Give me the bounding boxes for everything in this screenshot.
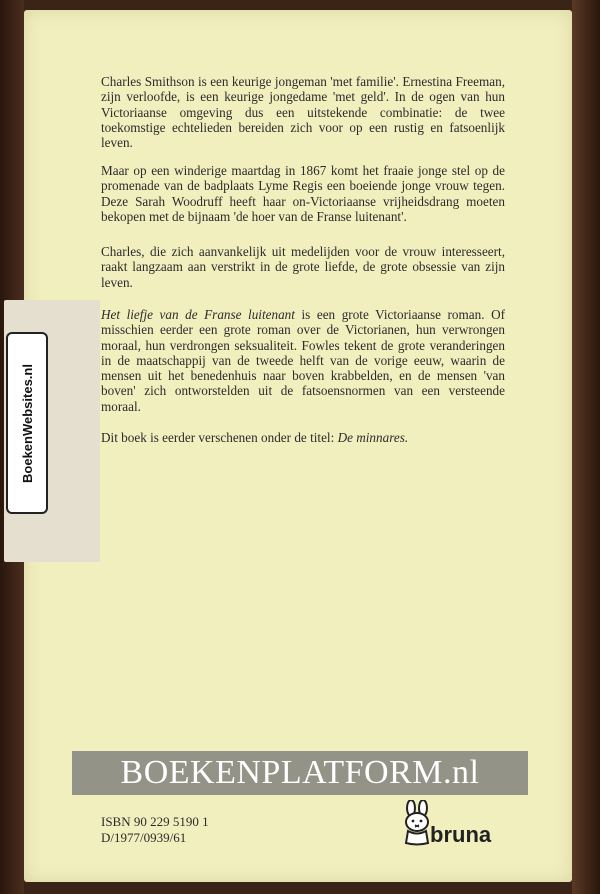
blurb-paragraph-3: Charles, die zich aanvankelijk uit medelijden voor de vrouw interesseert, raakt langzaam aan verstrikt in de grote liefde, de grote obsessie van zijn leven. [101,244,505,290]
blurb-paragraph-2: Maar op een winderige maartdag in 1867 komt het fraaie jonge stel op de promenade van de badplaats Lyme Regis een boeiende jonge vrouw tegen. Deze Sarah Woodruff heeft haar on-Victoriaanse vrijheidsdrang moeten bekopen met de bijnaam 'de hoer van de Franse luitenant'. [101,163,505,224]
earlier-title: De minnares. [337,430,409,445]
blurb-paragraph-4-text: is een grote Victoriaanse roman. Of misschien eerder een grote roman over de Victorianen, hun verwrongen moraal, hun verdrongen seksualiteit. Fowles tekent de grote veranderingen in de maatschappij van de tweede helft van de vorige eeuw, waarin de mensen uit het benedenhuis naar boven krabbelden, en de mensen 'van boven' zich ontworstelden uit de fatsoensnormen van een versteende moraal. [101,307,505,414]
watermark-text: BOEKENPLATFORM.nl [120,754,480,791]
book-title-italic: Het liefje van de Franse luitenant [101,307,295,322]
blurb-paragraph-5 [101,430,505,445]
earlier-title-note: Dit boek is eerder verschenen onder de titel: [101,430,338,445]
book-edge-right [572,0,600,894]
watermark-banner [72,751,528,795]
blurb-paragraph-4 [101,307,505,414]
blurb-paragraph-1: Charles Smithson is een keurige jongeman 'met familie'. Ernestina Freeman, zijn verloofde, is een keurige jongedame 'met geld'. In de ogen van hun Victoriaanse omgeving dus een uitstekende combinatie: de twee toekomstige echtelieden bereiden zich voor op een rustig en fatsoenlijk leven. [101,74,505,151]
website-sticker [6,332,48,514]
isbn-block [101,814,209,846]
depot-number: D/1977/0939/61 [101,830,187,845]
sticker-label: BoekenWebsites.nl [19,363,35,483]
publisher-logo [398,800,508,850]
isbn-number: ISBN 90 229 5190 1 [101,814,209,829]
publisher-name: bruna [430,822,492,847]
